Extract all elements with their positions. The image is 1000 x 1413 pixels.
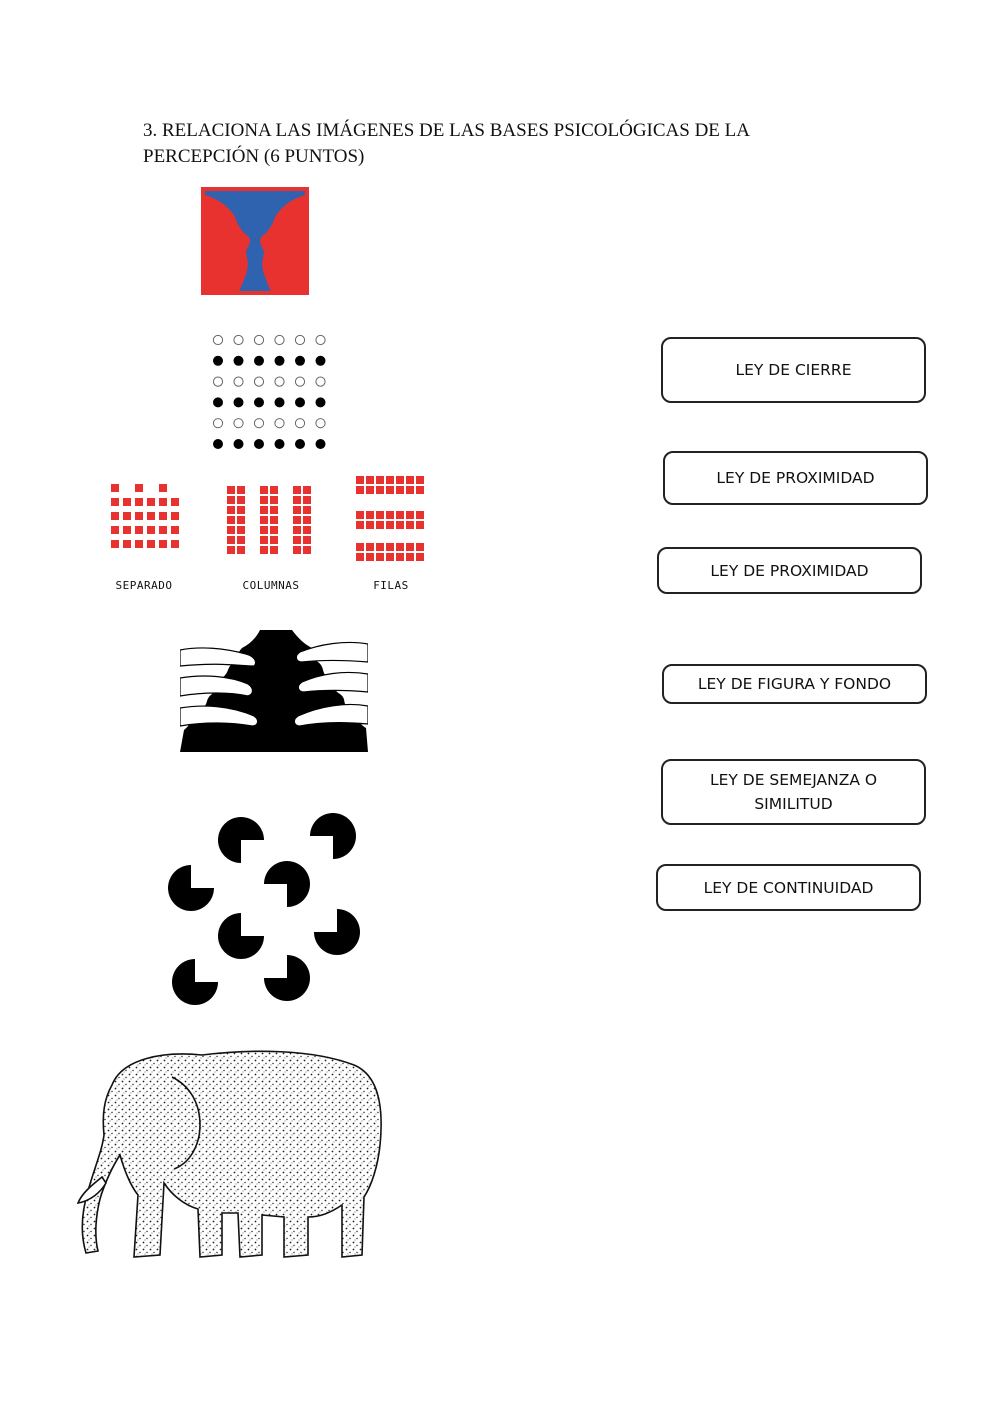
similarity-dots-image <box>208 332 334 452</box>
option-label: LEY DE PROXIMIDAD <box>716 469 875 487</box>
red-square <box>159 498 167 506</box>
red-square <box>416 521 424 529</box>
hollow-dot <box>316 377 325 386</box>
red-square <box>303 496 311 504</box>
red-square <box>227 496 235 504</box>
red-square <box>111 498 119 506</box>
red-square <box>406 521 414 529</box>
red-square <box>159 484 167 492</box>
red-square <box>366 521 374 529</box>
red-square <box>386 521 394 529</box>
red-square <box>416 476 424 484</box>
red-square <box>416 486 424 494</box>
red-square <box>406 511 414 519</box>
filled-dot <box>316 439 326 449</box>
red-square <box>237 506 245 514</box>
option-ley-de-proximidad-1[interactable] <box>663 451 928 505</box>
red-square <box>171 526 179 534</box>
red-square <box>366 553 374 561</box>
kanizsa-cube-image <box>165 812 365 1012</box>
red-square <box>159 526 167 534</box>
pacman-shape <box>264 861 310 907</box>
red-square <box>270 506 278 514</box>
pacman-shape <box>218 913 264 959</box>
hollow-dot <box>316 335 325 344</box>
red-square <box>270 526 278 534</box>
red-square <box>260 526 268 534</box>
pacman-shape <box>314 909 360 955</box>
hollow-dot <box>316 419 325 428</box>
option-ley-de-cierre[interactable] <box>661 337 926 403</box>
red-square <box>260 536 268 544</box>
red-square <box>227 536 235 544</box>
red-square <box>270 516 278 524</box>
filled-dot <box>213 397 223 407</box>
red-square <box>376 511 384 519</box>
filled-dot <box>275 397 285 407</box>
red-square <box>135 484 143 492</box>
elephant-legs-image <box>72 1045 388 1265</box>
filled-dot <box>316 356 326 366</box>
hollow-dot <box>295 377 304 386</box>
red-square <box>260 546 268 554</box>
red-square <box>293 546 301 554</box>
pacman-shape <box>168 865 214 911</box>
filled-dot <box>234 439 244 449</box>
filled-dot <box>275 356 285 366</box>
red-square <box>147 498 155 506</box>
red-square <box>270 546 278 554</box>
red-square <box>396 476 404 484</box>
red-square <box>293 506 301 514</box>
red-square <box>406 476 414 484</box>
red-square <box>303 536 311 544</box>
hollow-dot <box>254 377 263 386</box>
filled-dot <box>254 397 264 407</box>
red-square <box>396 486 404 494</box>
red-square <box>356 521 364 529</box>
red-square <box>366 543 374 551</box>
hollow-dot <box>234 377 243 386</box>
red-square <box>293 536 301 544</box>
red-square <box>111 512 119 520</box>
filled-dot <box>213 439 223 449</box>
caption-separado: SEPARADO <box>115 579 173 592</box>
red-square <box>270 496 278 504</box>
option-label: LEY DE CIERRE <box>735 361 852 379</box>
red-square <box>135 540 143 548</box>
red-square <box>135 498 143 506</box>
red-square <box>111 540 119 548</box>
hollow-dot <box>213 335 222 344</box>
red-square <box>135 526 143 534</box>
pacman-shape <box>264 955 310 1001</box>
red-square <box>356 511 364 519</box>
red-square <box>147 526 155 534</box>
red-square <box>171 498 179 506</box>
red-square <box>366 511 374 519</box>
red-square <box>270 486 278 494</box>
red-square <box>260 486 268 494</box>
red-square <box>356 486 364 494</box>
red-square <box>386 553 394 561</box>
red-square <box>376 521 384 529</box>
red-square <box>123 498 131 506</box>
hollow-dot <box>275 335 284 344</box>
filled-dot <box>295 356 305 366</box>
red-square <box>227 546 235 554</box>
hollow-dot <box>213 419 222 428</box>
red-square <box>123 512 131 520</box>
red-square <box>123 526 131 534</box>
red-square <box>135 512 143 520</box>
red-square <box>406 543 414 551</box>
red-square <box>171 540 179 548</box>
red-square <box>386 476 394 484</box>
filled-dot <box>295 439 305 449</box>
option-label: LEY DE CONTINUIDAD <box>703 878 874 897</box>
filled-dot <box>234 397 244 407</box>
red-square <box>366 476 374 484</box>
red-square <box>159 512 167 520</box>
red-square <box>416 511 424 519</box>
red-square <box>416 543 424 551</box>
red-square <box>260 516 268 524</box>
option-ley-de-figura-y-fondo[interactable] <box>662 664 927 704</box>
red-square <box>237 536 245 544</box>
red-square <box>147 512 155 520</box>
red-square <box>227 516 235 524</box>
red-square <box>376 476 384 484</box>
red-square <box>111 526 119 534</box>
red-square <box>171 512 179 520</box>
red-square <box>396 511 404 519</box>
red-square <box>227 486 235 494</box>
pacman-shape <box>310 813 356 859</box>
red-square <box>293 526 301 534</box>
red-square <box>293 516 301 524</box>
exercise-title: 3. RELACIONA LAS IMÁGENES DE LAS BASES PSICOLÓGICAS DE LA PERCEPCIÓN (6 PUNTOS) <box>143 120 749 167</box>
red-square <box>356 553 364 561</box>
red-square <box>237 496 245 504</box>
red-square <box>406 553 414 561</box>
option-label: LEY DE FIGURA Y FONDO <box>697 675 892 693</box>
filled-dot <box>254 439 264 449</box>
filled-dot <box>254 356 264 366</box>
filled-dot <box>213 356 223 366</box>
red-square <box>260 506 268 514</box>
filled-dot <box>316 397 326 407</box>
red-square <box>366 486 374 494</box>
red-square <box>227 526 235 534</box>
hollow-dot <box>234 419 243 428</box>
hollow-dot <box>213 377 222 386</box>
red-square <box>303 516 311 524</box>
red-square <box>376 543 384 551</box>
red-square <box>406 486 414 494</box>
hollow-dot <box>254 335 263 344</box>
red-square <box>293 486 301 494</box>
pacman-shape <box>218 817 264 863</box>
red-square <box>396 521 404 529</box>
red-square <box>416 553 424 561</box>
red-square <box>237 546 245 554</box>
filled-dot <box>295 397 305 407</box>
caption-columnas: COLUMNAS <box>242 579 300 592</box>
filled-dot <box>275 439 285 449</box>
hollow-dot <box>275 377 284 386</box>
hands-tree-image <box>180 630 368 752</box>
red-square <box>386 511 394 519</box>
red-square <box>123 540 131 548</box>
hollow-dot <box>295 335 304 344</box>
option-label: LEY DE PROXIMIDAD <box>710 561 869 580</box>
hollow-dot <box>254 419 263 428</box>
red-square <box>303 506 311 514</box>
red-square <box>227 506 235 514</box>
caption-filas: FILAS <box>373 579 409 592</box>
red-square <box>270 536 278 544</box>
red-square <box>376 486 384 494</box>
red-square <box>303 486 311 494</box>
option-ley-de-proximidad-2[interactable] <box>657 547 922 594</box>
red-square <box>147 540 155 548</box>
red-square <box>237 516 245 524</box>
red-square <box>293 496 301 504</box>
rubin-vase-image <box>201 187 309 295</box>
red-square <box>237 526 245 534</box>
red-square <box>376 553 384 561</box>
red-square <box>356 476 364 484</box>
red-square <box>111 484 119 492</box>
filled-dot <box>234 356 244 366</box>
hollow-dot <box>234 335 243 344</box>
pacman-shape <box>172 959 218 1005</box>
option-ley-de-continuidad[interactable] <box>656 864 921 911</box>
red-square <box>303 546 311 554</box>
red-square <box>386 543 394 551</box>
option-ley-de-semejanza[interactable] <box>661 759 926 825</box>
red-square <box>303 526 311 534</box>
hollow-dot <box>295 419 304 428</box>
red-square <box>237 486 245 494</box>
red-square <box>159 540 167 548</box>
red-square <box>396 543 404 551</box>
red-square <box>356 543 364 551</box>
option-label: LEY DE SEMEJANZA O SIMILITUD <box>709 771 878 813</box>
red-square <box>396 553 404 561</box>
red-square <box>386 486 394 494</box>
red-square <box>260 496 268 504</box>
proximity-squares-image <box>106 474 430 596</box>
hollow-dot <box>275 419 284 428</box>
